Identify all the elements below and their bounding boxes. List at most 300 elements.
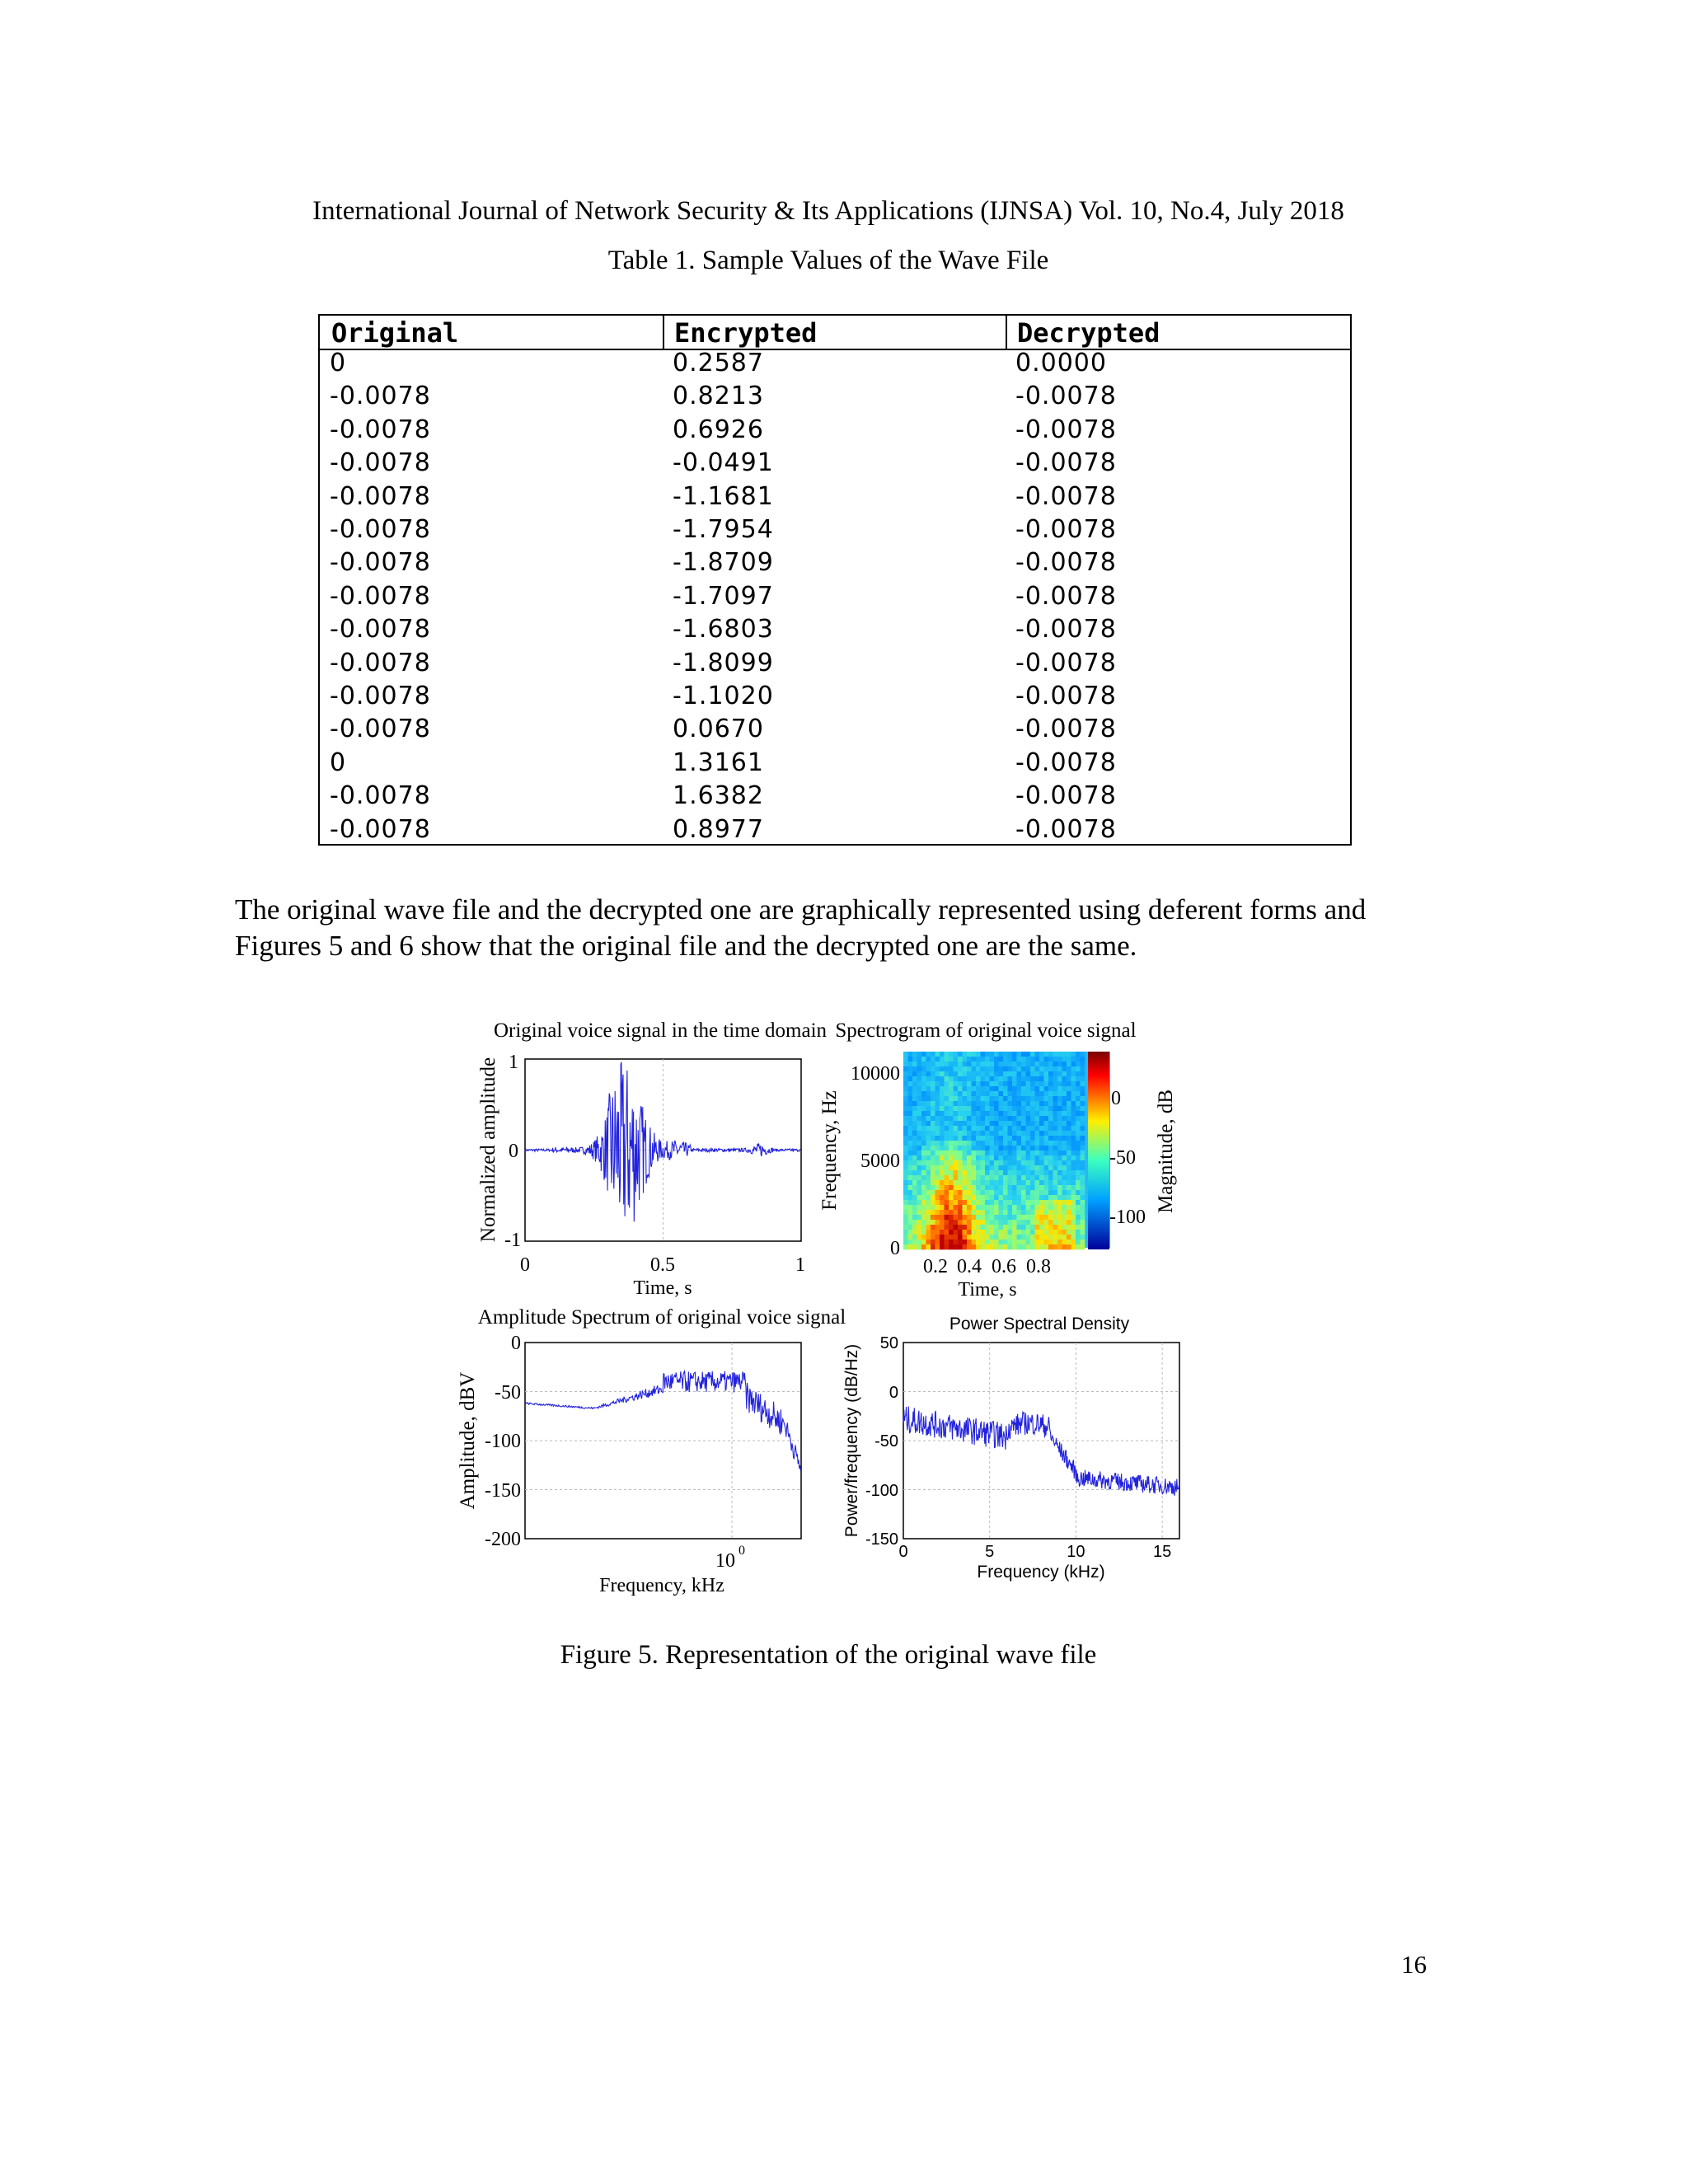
spectrogram-cell — [940, 1116, 945, 1121]
spectrogram-cell — [1012, 1210, 1017, 1215]
spectrogram-cell — [1053, 1081, 1058, 1086]
spectrogram-cell — [1048, 1151, 1053, 1155]
spectrogram-cell — [981, 1240, 986, 1244]
spectrogram-cell — [1035, 1165, 1040, 1170]
spectrogram-cell — [903, 1057, 908, 1062]
spectrogram-cell — [1026, 1066, 1031, 1071]
spectrogram-cell — [994, 1235, 999, 1240]
spectrogram-cell — [1067, 1126, 1071, 1131]
table-cell: -1.6803 — [673, 615, 774, 644]
spectrogram-cell — [931, 1244, 935, 1249]
spectrogram-cell — [963, 1240, 968, 1244]
spectrogram-cell — [963, 1071, 968, 1076]
spectrogram-cell — [1044, 1205, 1049, 1210]
spectrogram-cell — [1053, 1111, 1058, 1116]
x-tick: 0 — [898, 1543, 908, 1561]
spectrogram-cell — [972, 1220, 977, 1225]
spectrogram-cell — [1030, 1225, 1035, 1230]
spectrogram-cell — [917, 1131, 922, 1136]
spectrogram-cell — [990, 1111, 995, 1116]
spectrogram-cell — [921, 1116, 926, 1121]
spectrogram-cell — [949, 1235, 954, 1240]
spectrogram-cell — [917, 1200, 922, 1205]
spectrogram-cell — [1026, 1151, 1031, 1155]
spectrogram-cell — [949, 1240, 954, 1244]
spectrogram-cell — [912, 1081, 917, 1086]
spectrogram-cell — [1062, 1091, 1067, 1096]
spectrogram-cell — [1039, 1136, 1044, 1141]
spectrogram-cell — [999, 1076, 1004, 1081]
y-tick: -150 — [865, 1530, 898, 1549]
spectrogram-cell — [994, 1096, 999, 1101]
spectrogram-cell — [949, 1225, 954, 1230]
spectrogram-cell — [1062, 1116, 1067, 1121]
spectrogram-cell — [1026, 1225, 1031, 1230]
spectrogram-cell — [926, 1190, 931, 1195]
spectrogram-cell — [921, 1101, 926, 1106]
spectrogram-cell — [972, 1111, 977, 1116]
spectrogram-cell — [985, 1151, 990, 1155]
spectrogram-cell — [999, 1091, 1004, 1096]
spectrogram-cell — [994, 1180, 999, 1185]
spectrogram-cell — [945, 1240, 950, 1244]
spectrogram-cell — [999, 1146, 1004, 1151]
spectrogram-cell — [949, 1146, 954, 1151]
spectrogram-cell — [1030, 1200, 1035, 1205]
spectrogram-cell — [1076, 1057, 1081, 1062]
spectrogram-cell — [1048, 1190, 1053, 1195]
spectrogram-cell — [1035, 1071, 1040, 1076]
spectrogram-cell — [1021, 1230, 1026, 1235]
spectrogram-cell — [1030, 1185, 1035, 1190]
spectrogram-cell — [912, 1225, 917, 1230]
spectrogram-cell — [931, 1215, 935, 1220]
spectrogram-cell — [981, 1052, 986, 1057]
spectrogram-cell — [1067, 1131, 1071, 1136]
spectrogram-cell — [903, 1136, 908, 1141]
table-cell: -0.0078 — [330, 781, 431, 811]
spectrogram-cell — [1039, 1220, 1044, 1225]
amplitude-spectrum-chart — [457, 1306, 846, 1596]
spectrogram-cell — [981, 1141, 986, 1146]
spectrogram-cell — [1021, 1165, 1026, 1170]
spectrogram-cell — [972, 1170, 977, 1175]
spectrogram-cell — [985, 1235, 990, 1240]
spectrogram-cell — [1062, 1126, 1067, 1131]
table-cell: -1.7954 — [673, 515, 774, 544]
spectrogram-cell — [1017, 1066, 1022, 1071]
spectrogram-cell — [981, 1180, 986, 1185]
spectrogram-cell — [1021, 1146, 1026, 1151]
spectrogram-cell — [972, 1121, 977, 1126]
table-cell: -0.0078 — [330, 648, 431, 677]
spectrogram-cell — [903, 1230, 908, 1235]
spectrogram-cell — [908, 1230, 913, 1235]
spectrogram-cell — [1008, 1106, 1013, 1111]
spectrogram-cell — [949, 1086, 954, 1091]
spectrogram-cell — [999, 1096, 1004, 1101]
spectrogram-cell — [976, 1205, 981, 1210]
spectrogram-cell — [1035, 1190, 1040, 1195]
spectrogram-cell — [949, 1116, 954, 1121]
spectrogram-cell — [931, 1175, 935, 1180]
spectrogram-cell — [1044, 1175, 1049, 1180]
spectrogram-cell — [949, 1111, 954, 1116]
spectrogram-cell — [917, 1091, 922, 1096]
spectrogram-cell — [945, 1057, 950, 1062]
spectrogram-cell — [908, 1190, 913, 1195]
spectrogram-cell — [1076, 1175, 1081, 1180]
spectrogram-cell — [1026, 1121, 1031, 1126]
spectrogram-cell — [908, 1091, 913, 1096]
spectrogram-cell — [949, 1170, 954, 1175]
spectrogram-cell — [1035, 1180, 1040, 1185]
spectrogram-cell — [1057, 1175, 1062, 1180]
spectrogram-cell — [1035, 1052, 1040, 1057]
spectrogram-cell — [1026, 1076, 1031, 1081]
spectrogram-cell — [972, 1081, 977, 1086]
spectrogram-cell — [1021, 1240, 1026, 1244]
spectrogram-cell — [976, 1062, 981, 1066]
spectrogram-cell — [1048, 1230, 1053, 1235]
spectrogram-cell — [981, 1121, 986, 1126]
spectrogram-cell — [1012, 1160, 1017, 1165]
spectrogram-cell — [1012, 1071, 1017, 1076]
spectrogram-cell — [954, 1062, 959, 1066]
spectrogram-cell — [949, 1126, 954, 1131]
spectrogram-cell — [917, 1057, 922, 1062]
spectrogram-cell — [1026, 1126, 1031, 1131]
spectrogram-cell — [921, 1136, 926, 1141]
y-axis-label: Normalized amplitude — [477, 1057, 499, 1243]
spectrogram-cell — [931, 1240, 935, 1244]
spectrogram-cell — [1067, 1225, 1071, 1230]
spectrogram-cell — [967, 1210, 972, 1215]
spectrogram-cell — [1048, 1141, 1053, 1146]
table-cell: -0.0078 — [1015, 781, 1117, 811]
spectrogram-cell — [1067, 1081, 1071, 1086]
spectrogram-cell — [990, 1190, 995, 1195]
spectrogram-cell — [1021, 1136, 1026, 1141]
spectrogram-cell — [1012, 1066, 1017, 1071]
spectrogram-cell — [917, 1225, 922, 1230]
spectrogram-cell — [1067, 1116, 1071, 1121]
spectrogram-cell — [1067, 1141, 1071, 1146]
spectrogram-cell — [958, 1170, 963, 1175]
spectrogram-cell — [1081, 1091, 1085, 1096]
spectrogram-cell — [949, 1076, 954, 1081]
spectrogram-cell — [921, 1215, 926, 1220]
spectrogram-cell — [940, 1136, 945, 1141]
spectrogram-cell — [1067, 1071, 1071, 1076]
spectrogram-cell — [967, 1057, 972, 1062]
spectrogram-cell — [931, 1091, 935, 1096]
spectrogram-cell — [963, 1106, 968, 1111]
page-number: 16 — [1401, 1950, 1427, 1979]
spectrogram-cell — [1053, 1160, 1058, 1165]
spectrogram-cell — [903, 1071, 908, 1076]
spectrogram-cell — [1021, 1195, 1026, 1200]
spectrogram-cell — [1067, 1200, 1071, 1205]
spectrogram-cell — [945, 1146, 950, 1151]
spectrogram-cell — [1012, 1096, 1017, 1101]
spectrogram-cell — [1035, 1076, 1040, 1081]
spectrogram-cell — [985, 1165, 990, 1170]
spectrogram-cell — [963, 1170, 968, 1175]
spectrogram-cell — [999, 1160, 1004, 1165]
spectrogram-cell — [990, 1121, 995, 1126]
spectrogram-cell — [1039, 1066, 1044, 1071]
y-tick: 0 — [889, 1384, 898, 1402]
spectrogram-cell — [917, 1111, 922, 1116]
spectrogram-cell — [1044, 1106, 1049, 1111]
spectrogram-cell — [1039, 1057, 1044, 1062]
spectrogram-cell — [940, 1121, 945, 1126]
spectrogram-cell — [945, 1116, 950, 1121]
figure-caption: Figure 5. Representation of the original wave file — [560, 1640, 1097, 1670]
spectrogram-cell — [1030, 1111, 1035, 1116]
spectrogram-cell — [1048, 1210, 1053, 1215]
spectrogram-cell — [908, 1151, 913, 1155]
spectrogram-cell — [1008, 1066, 1013, 1071]
spectrogram-cell — [972, 1195, 977, 1200]
spectrogram-cell — [1012, 1081, 1017, 1086]
spectrogram-cell — [972, 1116, 977, 1121]
spectrogram-cell — [935, 1081, 940, 1086]
spectrogram-cell — [1048, 1200, 1053, 1205]
spectrogram-cell — [1035, 1230, 1040, 1235]
spectrogram-cell — [963, 1151, 968, 1155]
spectrogram-cell — [1076, 1071, 1081, 1076]
spectrogram-cell — [1062, 1215, 1067, 1220]
spectrogram-cell — [972, 1057, 977, 1062]
spectrogram-cell — [1039, 1126, 1044, 1131]
y-tick: -1 — [504, 1230, 521, 1251]
table-cell: -0.0078 — [1015, 615, 1117, 644]
spectrogram-cell — [990, 1185, 995, 1190]
spectrogram-cell — [1030, 1210, 1035, 1215]
spectrogram-cell — [917, 1066, 922, 1071]
spectrogram-cell — [1026, 1141, 1031, 1146]
spectrogram-cell — [1026, 1116, 1031, 1121]
spectrogram-cell — [940, 1230, 945, 1235]
spectrogram-cell — [958, 1071, 963, 1076]
spectrogram-cell — [1053, 1136, 1058, 1141]
spectrogram-cell — [1067, 1244, 1071, 1249]
spectrogram-cell — [926, 1121, 931, 1126]
spectrogram-cell — [990, 1086, 995, 1091]
spectrogram-cell — [981, 1126, 986, 1131]
spectrogram-cell — [981, 1165, 986, 1170]
spectrogram-cell — [958, 1180, 963, 1185]
spectrogram-cell — [1062, 1101, 1067, 1106]
spectrogram-cell — [1044, 1210, 1049, 1215]
y-tick: 0 — [890, 1238, 900, 1259]
spectrogram-cell — [1017, 1170, 1022, 1175]
spectrogram-cell — [963, 1180, 968, 1185]
spectrogram-cell — [972, 1180, 977, 1185]
spectrogram-cell — [912, 1170, 917, 1175]
spectrogram-cell — [917, 1190, 922, 1195]
spectrogram-cell — [1012, 1235, 1017, 1240]
spectrogram-cell — [958, 1146, 963, 1151]
x-tick: 0.8 — [1026, 1256, 1051, 1277]
spectrogram-cell — [917, 1141, 922, 1146]
colorbar-tick: -50 — [1109, 1147, 1136, 1169]
spectrogram-cell — [1012, 1111, 1017, 1116]
spectrogram-cell — [940, 1185, 945, 1190]
spectrogram-cell — [954, 1141, 959, 1146]
x-tick: 0 — [520, 1254, 530, 1276]
spectrogram-cell — [967, 1200, 972, 1205]
spectrogram-cell — [994, 1155, 999, 1160]
spectrogram-cell — [1067, 1160, 1071, 1165]
spectrogram-cell — [1057, 1126, 1062, 1131]
spectrogram-cell — [1039, 1096, 1044, 1101]
spectrogram-cell — [1048, 1220, 1053, 1225]
spectrogram-cell — [926, 1076, 931, 1081]
spectrogram-cell — [1081, 1215, 1085, 1220]
spectrogram-cell — [1044, 1101, 1049, 1106]
spectrogram-cell — [921, 1190, 926, 1195]
spectrogram-cell — [945, 1101, 950, 1106]
spectrogram-cell — [903, 1220, 908, 1225]
spectrogram-cell — [949, 1185, 954, 1190]
spectrogram-cell — [981, 1101, 986, 1106]
spectrogram-cell — [908, 1062, 913, 1066]
spectrogram-cell — [1057, 1096, 1062, 1101]
spectrogram-cell — [1012, 1146, 1017, 1151]
table-cell: 0.8213 — [673, 382, 764, 411]
spectrogram-cell — [1012, 1215, 1017, 1220]
spectrogram-cell — [1062, 1121, 1067, 1126]
spectrogram-cell — [981, 1155, 986, 1160]
spectrogram-cell — [1076, 1185, 1081, 1190]
spectrogram-cell — [921, 1185, 926, 1190]
spectrogram-cell — [999, 1165, 1004, 1170]
spectrogram-cell — [1012, 1136, 1017, 1141]
spectrogram-cell — [990, 1175, 995, 1180]
table-cell: -0.0078 — [330, 581, 431, 611]
spectrogram-cell — [1044, 1086, 1049, 1091]
spectrogram-cell — [1008, 1235, 1013, 1240]
spectrogram-cell — [994, 1146, 999, 1151]
table-cell: -0.0491 — [673, 448, 774, 478]
spectrogram-cell — [935, 1111, 940, 1116]
spectrogram-cell — [1048, 1155, 1053, 1160]
spectrogram-cell — [963, 1066, 968, 1071]
spectrogram-cell — [935, 1066, 940, 1071]
spectrogram-cell — [945, 1136, 950, 1141]
spectrogram-cell — [958, 1062, 963, 1066]
spectrogram-cell — [1035, 1235, 1040, 1240]
spectrogram-cell — [940, 1091, 945, 1096]
spectrogram-cell — [1026, 1220, 1031, 1225]
spectrogram-cell — [1057, 1180, 1062, 1185]
spectrogram-cell — [990, 1071, 995, 1076]
spectrogram-cell — [935, 1190, 940, 1195]
spectrogram-cell — [1039, 1131, 1044, 1136]
spectrogram-cell — [1062, 1160, 1067, 1165]
y-tick: 0 — [509, 1141, 518, 1162]
spectrogram-cell — [945, 1230, 950, 1235]
spectrogram-cell — [999, 1230, 1004, 1235]
spectrogram-cell — [1062, 1175, 1067, 1180]
spectrogram-cell — [1081, 1180, 1085, 1185]
spectrogram-cell — [1076, 1205, 1081, 1210]
spectrogram-cell — [1021, 1106, 1026, 1111]
spectrogram-cell — [972, 1146, 977, 1151]
spectrogram-cell — [931, 1180, 935, 1185]
spectrogram-cell — [1076, 1136, 1081, 1141]
spectrogram-cells — [903, 1052, 1085, 1249]
x-axis-label: Frequency, kHz — [599, 1575, 724, 1596]
spectrogram-cell — [903, 1244, 908, 1249]
spectrogram-cell — [949, 1180, 954, 1185]
spectrogram-cell — [917, 1071, 922, 1076]
spectrogram-cell — [963, 1076, 968, 1081]
spectrogram-cell — [1081, 1076, 1085, 1081]
spectrogram-cell — [963, 1230, 968, 1235]
spectrogram-cell — [931, 1235, 935, 1240]
spectrogram-cell — [1035, 1205, 1040, 1210]
spectrogram-cell — [912, 1101, 917, 1106]
table-cell: -1.1020 — [673, 682, 774, 710]
spectrogram-cell — [926, 1205, 931, 1210]
spectrogram-cell — [1035, 1240, 1040, 1244]
spectrogram-cell — [935, 1165, 940, 1170]
spectrogram-cell — [1062, 1200, 1067, 1205]
spectrogram-cell — [1021, 1101, 1026, 1106]
spectrogram-cell — [1081, 1240, 1085, 1244]
spectrogram-cell — [912, 1116, 917, 1121]
spectrogram-cell — [940, 1141, 945, 1146]
spectrogram-cell — [972, 1062, 977, 1066]
spectrogram-cell — [981, 1091, 986, 1096]
spectrogram-cell — [1048, 1146, 1053, 1151]
spectrogram-cell — [1026, 1111, 1031, 1116]
spectrogram-cell — [1021, 1071, 1026, 1076]
spectrogram-cell — [1035, 1220, 1040, 1225]
spectrogram-cell — [1035, 1146, 1040, 1151]
spectrogram-cell — [903, 1205, 908, 1210]
spectrogram-cell — [972, 1215, 977, 1220]
spectrogram-cell — [1071, 1195, 1076, 1200]
spectrogram-cell — [1081, 1071, 1085, 1076]
spectrogram-cell — [1039, 1155, 1044, 1160]
spectrogram-cell — [903, 1096, 908, 1101]
spectrogram-cell — [1057, 1151, 1062, 1155]
spectrogram-cell — [931, 1151, 935, 1155]
spectrogram-cell — [1044, 1062, 1049, 1066]
spectrogram-cell — [1026, 1106, 1031, 1111]
spectrogram-cell — [940, 1081, 945, 1086]
spectrogram-cell — [976, 1146, 981, 1151]
spectrogram-cell — [1008, 1165, 1013, 1170]
spectrogram-cell — [931, 1141, 935, 1146]
spectrogram-cell — [949, 1136, 954, 1141]
spectrogram-cell — [908, 1086, 913, 1091]
spectrogram-cell — [1067, 1170, 1071, 1175]
spectrogram-cell — [1053, 1101, 1058, 1106]
spectrogram-cell — [1021, 1215, 1026, 1220]
spectrogram-cell — [921, 1091, 926, 1096]
spectrogram-cell — [1044, 1121, 1049, 1126]
spectrogram-cell — [1039, 1165, 1044, 1170]
table-cell: -0.0078 — [1015, 581, 1117, 611]
spectrogram-cell — [903, 1081, 908, 1086]
spectrogram-cell — [917, 1146, 922, 1151]
